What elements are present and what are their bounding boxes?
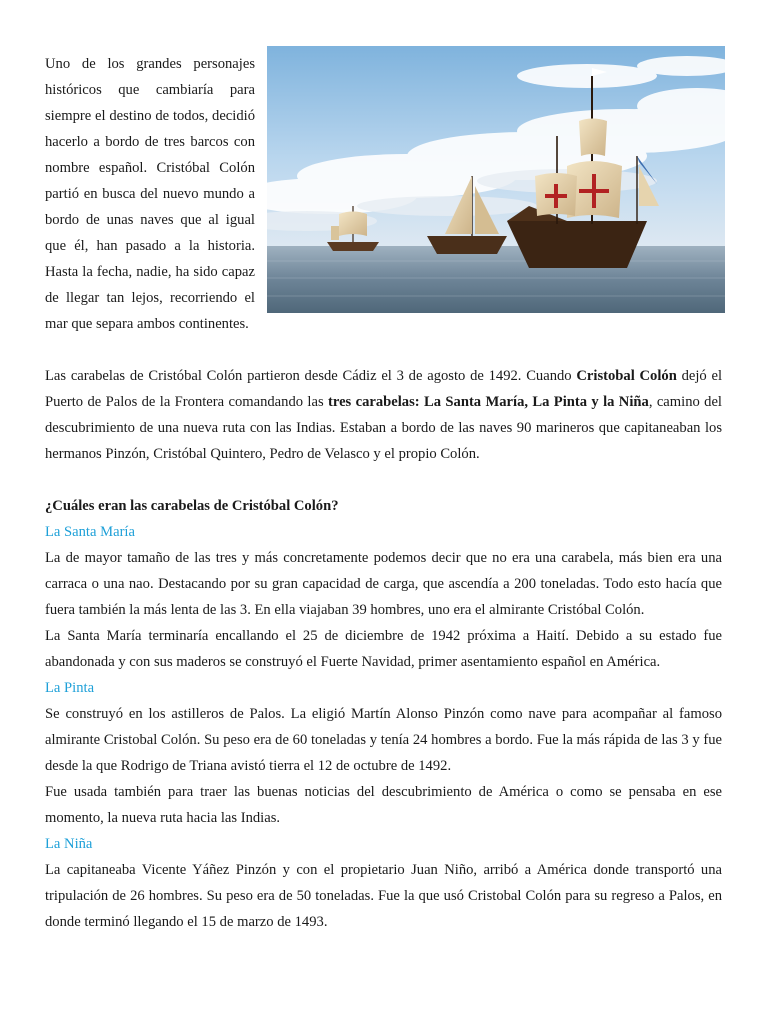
document-page	[45, 51, 722, 935]
caravels-question-heading: ¿Cuáles eran las carabelas de Cristóbal Colón?	[45, 498, 339, 514]
section-title-nina: La Niña	[45, 836, 93, 852]
departure-bold-colon: Cristobal Colón	[576, 368, 677, 384]
santa-maria-paragraph-2: La Santa María terminaría encallando el 25 de diciembre de 1942 próxima a Haití. Debido a su estado fue abandonada y con sus maderos se construyó el Fuerte Navidad, primer asentamiento español en América.	[45, 628, 722, 670]
santa-maria-paragraph-1: La de mayor tamaño de las tres y más concretamente podemos decir que no era una carabela, más bien era una carraca o una nao. Destacando por su gran capacidad de carga, que ascendía a 200 toneladas. Todo esto hacía que fuera también la más lenta de las 3. En ella viajaban 39 hombres, uno era el almirante Cristóbal Colón.	[45, 550, 722, 618]
section-title-pinta: La Pinta	[45, 680, 95, 696]
section-title-santa-maria: La Santa María	[45, 524, 135, 540]
nina-paragraph-1: La capitaneaba Vicente Yáñez Pinzón y con el propietario Juan Niño, arribó a América donde transportó una tripulación de 26 hombres. Su peso era de 50 toneladas. Fue la que usó Cristobal Colón para su regreso a Palos, en donde terminó llegando el 15 de marzo de 1493.	[45, 862, 722, 930]
departure-paragraph	[45, 363, 722, 467]
departure-text-3: , camino del descubrimiento de una nueva ruta con las Indias. Estaban a bordo de las naves 90 marineros que capitaneaban los hermanos Pinzón, Cristóbal Quintero, Pedro de Velasco y el propio Colón.	[45, 394, 722, 462]
pinta-paragraph-2: Fue usada también para traer las buenas noticias del descubrimiento de América o como se pensaba en ese momento, la nueva ruta hacia las Indias.	[45, 784, 722, 826]
caravels-illustration	[267, 46, 725, 313]
departure-text-2: dejó el Puerto de Palos de la Frontera comandando las	[45, 368, 723, 410]
pinta-paragraph-1: Se construyó en los astilleros de Palos. La eligió Martín Alonso Pinzón como nave para acompañar al famoso almirante Cristobal Colón. Su peso era de 60 toneladas y tenía 24 hombres a bordo. Fue la más rápida de las 3 y fue desde la que Rodrigo de Triana avistó tierra el 12 de octubre de 1492.	[45, 706, 722, 774]
three-ships-image	[267, 46, 725, 313]
intro-paragraph: Uno de los grandes personajes históricos que cambiaría para siempre el destino de todos, decidió hacerlo a bordo de tres barcos con nombre español. Cristóbal Colón partió en busca del nuevo mundo a bordo de unas naves que al igual que él, han pasado a la historia. Hasta la fecha, nadie, ha sido capaz de llegar tan lejos, recorriendo el mar que separa ambos continentes.	[45, 56, 255, 332]
departure-bold-caravels: tres carabelas: La Santa María, La Pinta y la Niña	[328, 394, 649, 410]
departure-text-1: Las carabelas de Cristóbal Colón partieron desde Cádiz el 3 de agosto de 1492. Cuando	[45, 368, 577, 384]
